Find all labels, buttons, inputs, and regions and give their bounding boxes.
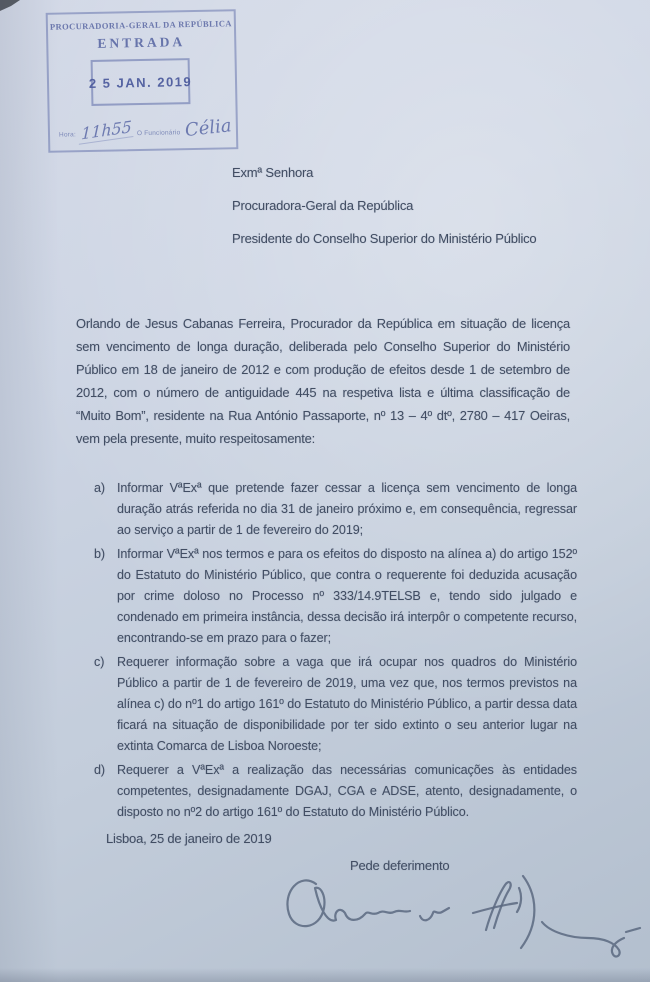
stamp-date: 2 5 JAN. 2019 xyxy=(88,73,193,91)
list-item-label: b) xyxy=(94,546,105,561)
list-item-label: c) xyxy=(94,654,105,669)
stamp-clerk-signature: Célia xyxy=(184,115,233,142)
stamp-funcionario-label: O Funcionário xyxy=(136,129,181,138)
addressee-block xyxy=(232,156,536,255)
stamp-hora-handwritten: 11h55 xyxy=(79,117,134,145)
list-item-text: Informar VªExª nos termos e para os efeitos do disposto na alínea a) do artigo 152º do Estatuto do Ministério Público, que contra o requerente foi deduzida acusação por crime doloso no Processo nº 333/14.9TELSB e, tendo sido julgado e condenado em primeira instância, dessa decisão irá interpôr o competente recurso, encontrando-se em prazo para o fazer; xyxy=(117,546,577,646)
stamp-entrada-label: ENTRADA xyxy=(97,34,186,51)
list-item-label: d) xyxy=(94,762,105,777)
request-list xyxy=(94,478,580,825)
list-item-text: Requerer informação sobre a vaga que irá ocupar nos quadros do Ministério Público a partir de 1 de fevereiro de 2019, uma vez que, nos termos previstos na alínea c) do nº1 do artigo 161º do Estatuto do Ministério Público, a partir dessa data ficará na situação de disponibilidade por ter sido extinto o seu anterior lugar na extinta Comarca de Lisboa Noroeste; xyxy=(117,654,577,754)
signature-stroke-dash xyxy=(626,928,640,932)
stamp-bottom-row xyxy=(58,115,233,144)
addressee-line-1: Exmª Senhora xyxy=(232,165,314,180)
entry-stamp xyxy=(46,9,239,153)
list-item-a xyxy=(94,478,580,542)
intro-paragraph: Orlando de Jesus Cabanas Ferreira, Procurador da República em situação de licença sem vencimento de longa duração, deliberada pelo Conselho Superior do Ministério Público em 18 de janeiro de 2012 e com produção de efeitos desde 1 de setembro de 2012, com o número de antiguidade 445 na respetiva lista e última classificação de “Muito Bom”, residente na Rua António Passaporte, nº 13 – 4º dtº, 2780 – 417 Oeiras, vem pela presente, muito respeitosamente: xyxy=(76,316,570,446)
closing-line: Pede deferimento xyxy=(350,858,450,873)
stamp-hora-label: Hora: xyxy=(58,131,76,139)
signature-stroke-first-name xyxy=(287,880,410,926)
list-item-label: a) xyxy=(94,481,105,495)
stamp-date-box xyxy=(88,58,193,106)
list-item-text: Informar VªExª que pretende fazer cessar a licença sem vencimento de longa duração atrás referida no dia 31 de janeiro próximo e, em consequência, regressar ao serviço a partir de 1 de fevereiro do 2019; xyxy=(117,481,577,538)
signature xyxy=(270,868,650,980)
place-date-line: Lisboa, 25 de janeiro de 2019 xyxy=(106,831,272,846)
list-item-d xyxy=(94,760,580,824)
signature-stroke-tail xyxy=(542,922,624,956)
list-item-b xyxy=(94,544,580,650)
stamp-org-name: PROCURADORIA-GERAL DA REPÚBLICA xyxy=(49,18,232,32)
signature-stroke-accent xyxy=(517,888,521,912)
scan-corner-artifact xyxy=(0,0,20,11)
list-item-text: Requerer a VªExª a realização das necessárias comunicações às entidades competentes, designadamente DGAJ, CGA e ADSE, atento, designadamente, o disposto no nº2 do artigo 161º do Estatuto do Ministério Público. xyxy=(117,762,577,820)
signature-stroke-first-name-end xyxy=(420,908,449,920)
list-item-c xyxy=(94,652,580,758)
addressee-line-3: Presidente do Conselho Superior do Ministério Público xyxy=(232,231,537,246)
signature-stroke-paren xyxy=(521,876,534,948)
addressee-line-2: Procuradora-Geral da República xyxy=(232,198,414,213)
